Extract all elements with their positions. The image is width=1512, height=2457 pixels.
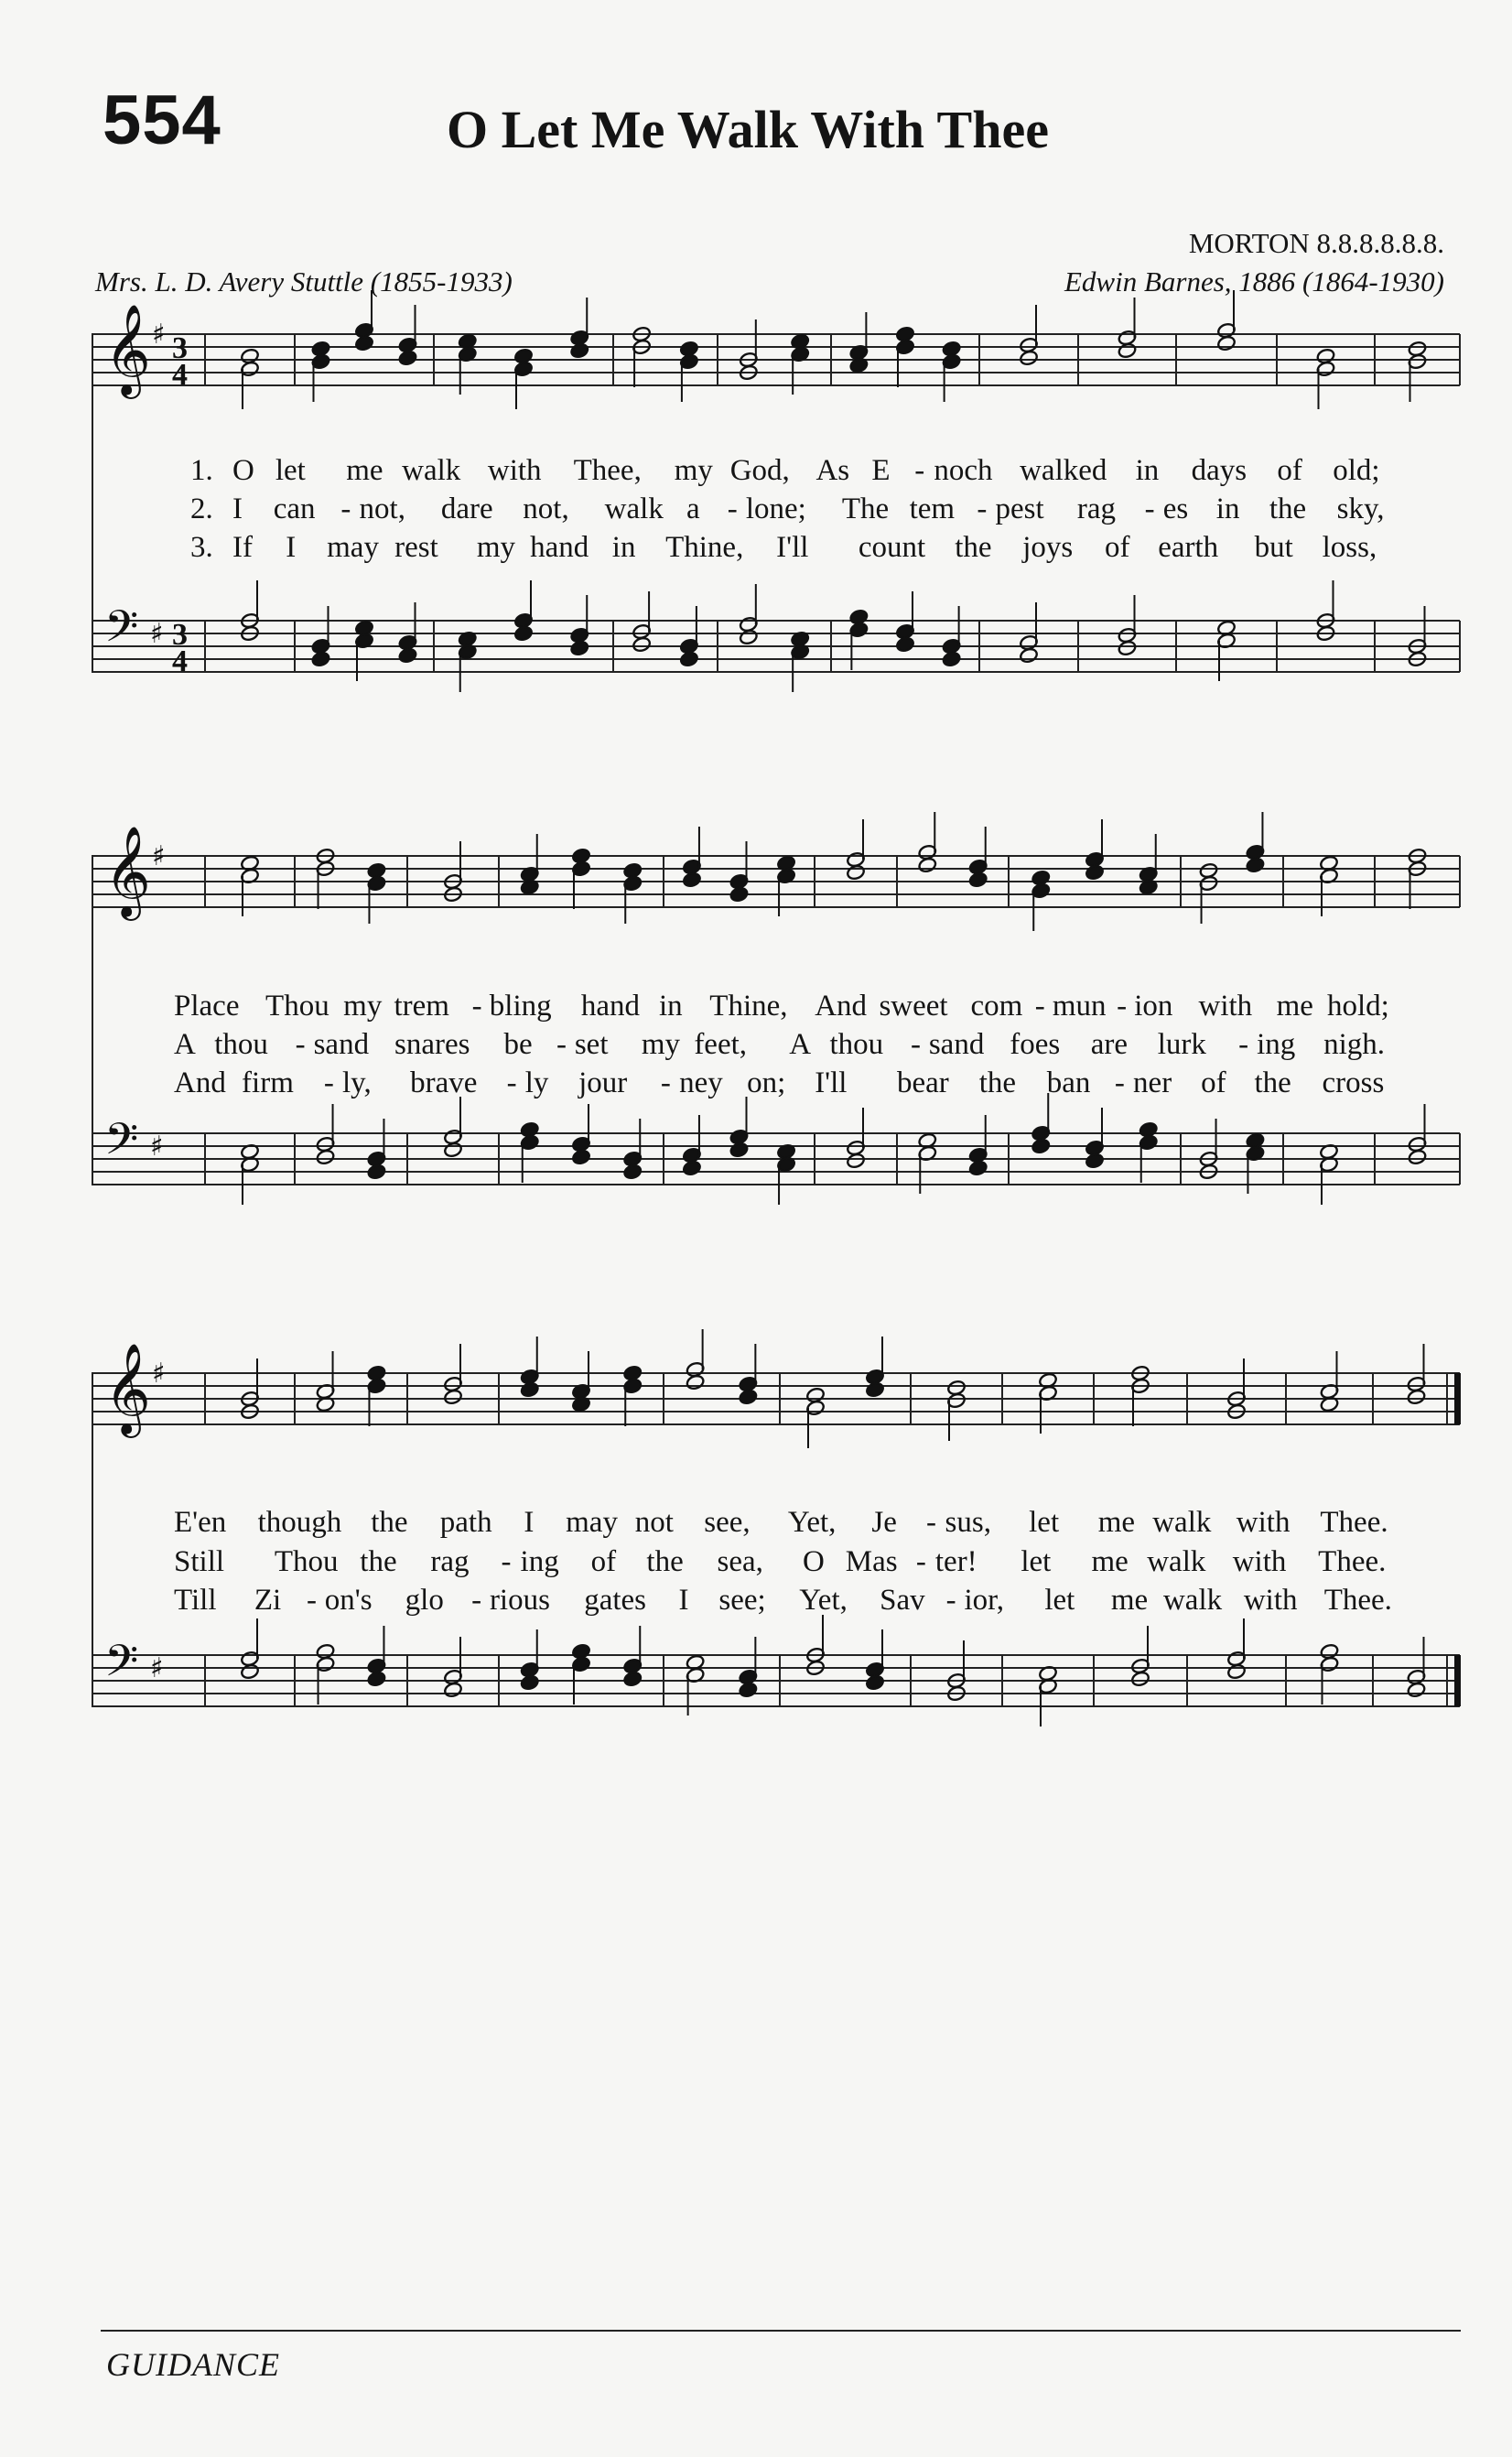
lyric-syllable: may bbox=[327, 531, 379, 564]
lyric-syllable: feet, bbox=[694, 1028, 748, 1061]
lyric-syllable: the bbox=[1254, 1066, 1291, 1099]
lyric-syllable: mun bbox=[1052, 990, 1107, 1023]
lyric-syllable: ing bbox=[520, 1545, 559, 1578]
bass-clef-icon: 𝄢 bbox=[104, 1635, 139, 1697]
notehead bbox=[1085, 1153, 1104, 1169]
lyric-syllable: of bbox=[590, 1545, 617, 1578]
notehead bbox=[1118, 640, 1137, 656]
lyric-syllable: sky, bbox=[1336, 492, 1385, 525]
lyric-syllable: but bbox=[1254, 531, 1293, 564]
lyric-syllable: me bbox=[1097, 1506, 1136, 1539]
lyric-syllable: on; bbox=[747, 1066, 786, 1099]
composer-credit: Edwin Barnes, 1886 (1864-1930) bbox=[1064, 265, 1444, 298]
lyric-syllable: joys bbox=[1022, 531, 1074, 564]
lyric-syllable: ter! bbox=[934, 1545, 977, 1578]
lyric-syllable: ing bbox=[1257, 1028, 1296, 1061]
lyric-syllable: can bbox=[273, 492, 316, 525]
syllable-hyphen: - bbox=[501, 1545, 512, 1578]
syllable-hyphen: - bbox=[340, 492, 351, 525]
lyric-syllable: my bbox=[476, 531, 515, 564]
bass-staff-3 bbox=[92, 1618, 1469, 1747]
lyric-syllable: Yet, bbox=[787, 1506, 837, 1539]
notehead bbox=[632, 636, 651, 653]
notehead bbox=[398, 350, 417, 366]
treble-staff-1 bbox=[92, 298, 1469, 426]
lyric-syllable: walk bbox=[1152, 1506, 1212, 1539]
final-barline bbox=[1454, 1373, 1461, 1424]
lyric-syllable: jour bbox=[578, 1066, 628, 1099]
lyric-line-system2-verse3 bbox=[92, 1066, 1464, 1103]
notehead bbox=[682, 1160, 701, 1176]
syllable-hyphen: - bbox=[915, 1545, 926, 1578]
notehead bbox=[571, 1149, 590, 1165]
syllable-hyphen: - bbox=[925, 1506, 936, 1539]
lyric-syllable: A bbox=[174, 1028, 196, 1061]
lyric-syllable: Thine, bbox=[709, 990, 788, 1023]
lyric-syllable: let bbox=[275, 454, 306, 487]
lyric-syllable: Thee, bbox=[573, 454, 642, 487]
notehead bbox=[520, 1381, 539, 1398]
lyric-syllable: in bbox=[1215, 492, 1240, 525]
notehead bbox=[513, 625, 533, 642]
syllable-hyphen: - bbox=[295, 1028, 306, 1061]
lyric-syllable: glo bbox=[405, 1584, 444, 1617]
syllable-hyphen: - bbox=[1114, 1066, 1125, 1099]
lyric-syllable: ly, bbox=[342, 1066, 372, 1099]
lyric-syllable: Still bbox=[174, 1545, 225, 1578]
notehead bbox=[865, 1674, 884, 1691]
notehead bbox=[367, 1164, 386, 1180]
lyric-syllable: see; bbox=[718, 1584, 766, 1617]
lyric-syllable: my bbox=[343, 990, 383, 1023]
lyric-syllable: are bbox=[1090, 1028, 1129, 1061]
time-signature-bottom: 4 bbox=[172, 644, 188, 678]
lyric-syllable: bear bbox=[896, 1066, 949, 1099]
notehead bbox=[443, 1389, 462, 1405]
lyric-syllable: let bbox=[1044, 1584, 1075, 1617]
notehead bbox=[682, 871, 701, 888]
notehead bbox=[729, 886, 749, 903]
notehead bbox=[895, 636, 914, 653]
lyric-syllable: ney bbox=[679, 1066, 723, 1099]
lyric-syllable: And bbox=[174, 1066, 226, 1099]
lyric-syllable: pest bbox=[995, 492, 1044, 525]
lyric-syllable: with bbox=[1243, 1584, 1298, 1617]
bass-staff-1 bbox=[92, 584, 1469, 712]
syllable-hyphen: - bbox=[1034, 990, 1045, 1023]
lyric-syllable: me bbox=[1091, 1545, 1129, 1578]
lyric-line-system1-verse1 bbox=[92, 454, 1464, 491]
notehead bbox=[623, 1164, 643, 1180]
lyric-syllable: walk bbox=[1147, 1545, 1206, 1578]
lyric-syllable: thou bbox=[829, 1028, 884, 1061]
notehead bbox=[570, 342, 589, 359]
notehead bbox=[968, 1160, 988, 1176]
author-credit: Mrs. L. D. Avery Stuttle (1855-1933) bbox=[95, 265, 513, 298]
lyric-syllable: the bbox=[360, 1545, 397, 1578]
lyric-syllable: the bbox=[646, 1545, 684, 1578]
lyric-syllable: E bbox=[871, 454, 891, 487]
sharp-icon: ♯ bbox=[152, 319, 166, 351]
lyric-syllable: es bbox=[1162, 492, 1189, 525]
syllable-hyphen: - bbox=[660, 1066, 671, 1099]
lyric-syllable: sand bbox=[313, 1028, 370, 1061]
lyric-syllable: ban bbox=[1046, 1066, 1091, 1099]
lyric-syllable: I bbox=[232, 492, 243, 525]
lyric-syllable: Zi bbox=[254, 1584, 282, 1617]
verse-number: 3. bbox=[190, 531, 213, 564]
notehead bbox=[1019, 350, 1038, 366]
notehead bbox=[1085, 864, 1104, 881]
notehead bbox=[968, 871, 988, 888]
lyric-syllable: with bbox=[487, 454, 542, 487]
notehead bbox=[1246, 857, 1265, 873]
lyric-syllable: O bbox=[803, 1545, 825, 1578]
lyric-syllable: As bbox=[815, 454, 850, 487]
notehead bbox=[1031, 1138, 1051, 1154]
verse-number: 1. bbox=[190, 454, 213, 487]
footer-rule bbox=[101, 2330, 1461, 2332]
lyric-syllable: tem bbox=[909, 492, 956, 525]
time-signature-bottom: 4 bbox=[172, 358, 188, 392]
lyric-syllable: ner bbox=[1133, 1066, 1172, 1099]
lyric-syllable: sea, bbox=[717, 1545, 763, 1578]
lyric-syllable: I'll bbox=[815, 1066, 848, 1099]
notehead bbox=[846, 864, 865, 881]
lyric-line-system2-verse1 bbox=[92, 990, 1464, 1026]
lyric-syllable: in bbox=[658, 990, 683, 1023]
syllable-hyphen: - bbox=[506, 1066, 517, 1099]
notehead bbox=[570, 640, 589, 656]
lyric-syllable: bling bbox=[489, 990, 552, 1023]
notehead bbox=[1408, 1149, 1427, 1165]
lyric-syllable: I bbox=[286, 531, 297, 564]
syllable-hyphen: - bbox=[471, 990, 482, 1023]
syllable-hyphen: - bbox=[1144, 492, 1155, 525]
lyric-line-system1-verse2 bbox=[92, 492, 1464, 529]
sharp-icon: ♯ bbox=[150, 1652, 164, 1684]
notehead bbox=[739, 1389, 758, 1405]
bass-staff-2 bbox=[92, 1097, 1469, 1225]
lyric-syllable: walked bbox=[1020, 454, 1107, 487]
lyric-syllable: rag bbox=[430, 1545, 470, 1578]
lyric-syllable: my bbox=[641, 1028, 680, 1061]
sharp-icon: ♯ bbox=[152, 840, 166, 872]
syllable-hyphen: - bbox=[323, 1066, 334, 1099]
lyric-line-system2-verse2 bbox=[92, 1028, 1464, 1065]
lyric-syllable: brave bbox=[410, 1066, 478, 1099]
lyric-syllable: of bbox=[1201, 1066, 1226, 1099]
lyric-syllable: A bbox=[789, 1028, 812, 1061]
notehead bbox=[443, 1142, 462, 1158]
time-signature-top: 3 bbox=[172, 331, 188, 365]
syllable-hyphen: - bbox=[556, 1028, 567, 1061]
lyric-syllable: not bbox=[634, 1506, 674, 1539]
syllable-hyphen: - bbox=[910, 1028, 921, 1061]
treble-staff-2 bbox=[92, 819, 1469, 947]
lyric-syllable: count bbox=[858, 531, 926, 564]
lyric-syllable: snares bbox=[394, 1028, 470, 1061]
notehead bbox=[443, 1682, 462, 1698]
lyric-syllable: be bbox=[503, 1028, 533, 1061]
syllable-hyphen: - bbox=[1117, 990, 1128, 1023]
notehead bbox=[1118, 342, 1137, 359]
lyric-syllable: Thou bbox=[274, 1545, 339, 1578]
lyric-syllable: trem bbox=[394, 990, 449, 1023]
lyric-syllable: sand bbox=[928, 1028, 985, 1061]
verse-number: 2. bbox=[190, 492, 213, 525]
lyric-syllable: com bbox=[970, 990, 1023, 1023]
syllable-hyphen: - bbox=[1238, 1028, 1249, 1061]
notehead bbox=[679, 651, 698, 667]
lyric-syllable: may bbox=[566, 1506, 618, 1539]
treble-staff-3 bbox=[92, 1337, 1469, 1465]
lyric-line-system3-verse3 bbox=[92, 1584, 1464, 1620]
lyric-syllable: earth bbox=[1158, 531, 1219, 564]
notehead bbox=[240, 1663, 259, 1680]
treble-clef-icon: 𝄞 bbox=[104, 1343, 151, 1434]
lyric-line-system3-verse1 bbox=[92, 1506, 1464, 1542]
lyric-syllable: The bbox=[841, 492, 890, 525]
lyric-syllable: me bbox=[346, 454, 383, 487]
syllable-hyphen: - bbox=[977, 492, 988, 525]
sharp-icon: ♯ bbox=[150, 618, 164, 650]
lyric-syllable: gates bbox=[584, 1584, 647, 1617]
lyric-syllable: path bbox=[439, 1506, 492, 1539]
lyric-syllable: sus, bbox=[945, 1506, 991, 1539]
lyric-syllable: lone; bbox=[745, 492, 806, 525]
lyric-syllable: walk bbox=[1162, 1584, 1223, 1617]
lyric-syllable: let bbox=[1029, 1506, 1060, 1539]
notehead bbox=[1130, 1671, 1150, 1687]
syllable-hyphen: - bbox=[945, 1584, 956, 1617]
lyric-syllable: Thee. bbox=[1323, 1584, 1392, 1617]
lyric-syllable: ion bbox=[1134, 990, 1173, 1023]
lyric-syllable: Yet, bbox=[799, 1584, 848, 1617]
final-barline bbox=[1454, 1655, 1461, 1706]
notehead bbox=[316, 1149, 335, 1165]
lyric-syllable: hold; bbox=[1326, 990, 1389, 1023]
lyric-syllable: the bbox=[978, 1066, 1017, 1099]
lyric-syllable: Je bbox=[871, 1506, 897, 1539]
lyric-syllable: loss, bbox=[1322, 531, 1377, 564]
lyric-line-system1-verse3 bbox=[92, 531, 1464, 568]
lyric-syllable: the bbox=[1269, 492, 1307, 525]
notehead bbox=[520, 1674, 539, 1691]
lyric-syllable: set bbox=[574, 1028, 609, 1061]
notehead bbox=[739, 629, 758, 645]
lyric-syllable: a bbox=[686, 492, 700, 525]
lyric-syllable: O bbox=[232, 454, 254, 487]
syllable-hyphen: - bbox=[307, 1584, 317, 1617]
time-signature-top: 3 bbox=[172, 618, 188, 652]
notehead bbox=[686, 1374, 705, 1391]
lyric-syllable: not, bbox=[523, 492, 569, 525]
lyric-syllable: old; bbox=[1333, 454, 1380, 487]
lyric-syllable: I bbox=[678, 1584, 689, 1617]
lyric-syllable: Place bbox=[174, 990, 240, 1023]
lyric-syllable: of bbox=[1277, 454, 1302, 487]
tune-name: MORTON 8.8.8.8.8.8. bbox=[1188, 227, 1444, 259]
lyric-syllable: dare bbox=[440, 492, 493, 525]
lyric-syllable: hand bbox=[530, 531, 589, 564]
notehead bbox=[311, 651, 330, 667]
sharp-icon: ♯ bbox=[150, 1131, 164, 1163]
lyric-syllable: thou bbox=[214, 1028, 268, 1061]
notehead bbox=[846, 1153, 865, 1169]
lyric-line-system3-verse2 bbox=[92, 1545, 1464, 1582]
notehead bbox=[1407, 1682, 1426, 1698]
notehead bbox=[739, 1682, 758, 1698]
lyric-syllable: in bbox=[1135, 454, 1160, 487]
notehead bbox=[623, 1671, 643, 1687]
notehead bbox=[367, 1671, 386, 1687]
lyric-syllable: see, bbox=[704, 1506, 751, 1539]
lyric-syllable: I'll bbox=[776, 531, 809, 564]
lyric-syllable: I bbox=[524, 1506, 535, 1539]
lyric-syllable: the bbox=[955, 531, 992, 564]
lyric-syllable: with bbox=[1236, 1506, 1291, 1539]
lyric-syllable: ly bbox=[524, 1066, 549, 1099]
notehead bbox=[729, 1142, 749, 1158]
lyric-syllable: rag bbox=[1076, 492, 1116, 525]
lyric-syllable: me bbox=[1276, 990, 1313, 1023]
lyric-syllable: with bbox=[1198, 990, 1253, 1023]
lyric-syllable: rest bbox=[394, 531, 438, 564]
treble-clef-icon: 𝄞 bbox=[104, 304, 151, 395]
lyric-syllable: Thee. bbox=[1318, 1545, 1387, 1578]
lyric-syllable: the bbox=[371, 1506, 408, 1539]
lyric-syllable: my bbox=[674, 454, 713, 487]
lyric-syllable: If bbox=[232, 531, 253, 564]
notehead bbox=[1216, 335, 1236, 352]
notehead bbox=[1019, 647, 1038, 664]
lyric-syllable: Thine, bbox=[665, 531, 744, 564]
lyric-syllable: E'en bbox=[174, 1506, 227, 1539]
lyric-syllable: lurk bbox=[1157, 1028, 1206, 1061]
lyric-syllable: Mas bbox=[845, 1545, 898, 1578]
lyric-syllable: let bbox=[1021, 1545, 1052, 1578]
lyric-syllable: days bbox=[1191, 454, 1247, 487]
lyric-syllable: rious bbox=[489, 1584, 550, 1617]
treble-clef-icon: 𝄞 bbox=[104, 826, 151, 917]
lyric-syllable: Thee. bbox=[1320, 1506, 1388, 1539]
lyric-syllable: walk bbox=[604, 492, 664, 525]
lyric-syllable: foes bbox=[1010, 1028, 1061, 1061]
lyric-syllable: ior, bbox=[964, 1584, 1005, 1617]
syllable-hyphen: - bbox=[471, 1584, 482, 1617]
notehead bbox=[1407, 1389, 1426, 1405]
lyric-syllable: Thou bbox=[265, 990, 329, 1023]
lyric-syllable: not, bbox=[359, 492, 405, 525]
lyric-syllable: firm bbox=[242, 1066, 294, 1099]
lyric-syllable: sweet bbox=[879, 990, 948, 1023]
lyric-syllable: with bbox=[1232, 1545, 1287, 1578]
lyric-syllable: hand bbox=[580, 990, 640, 1023]
lyric-syllable: in bbox=[611, 531, 636, 564]
lyric-syllable: Till bbox=[174, 1584, 217, 1617]
notehead bbox=[865, 1381, 884, 1398]
lyric-syllable: though bbox=[257, 1506, 342, 1539]
sharp-icon: ♯ bbox=[152, 1358, 166, 1390]
notehead bbox=[942, 651, 961, 667]
bass-clef-icon: 𝄢 bbox=[104, 1113, 139, 1175]
notehead bbox=[918, 857, 937, 873]
lyric-syllable: And bbox=[815, 990, 868, 1023]
syllable-hyphen: - bbox=[914, 454, 925, 487]
hymn-title: O Let Me Walk With Thee bbox=[447, 100, 1049, 159]
notehead bbox=[398, 647, 417, 664]
bass-clef-icon: 𝄢 bbox=[104, 601, 139, 663]
notehead bbox=[1226, 1663, 1246, 1680]
lyric-syllable: walk bbox=[402, 454, 461, 487]
lyric-syllable: of bbox=[1104, 531, 1130, 564]
lyric-syllable: me bbox=[1110, 1584, 1149, 1617]
lyric-syllable: on's bbox=[324, 1584, 373, 1617]
syllable-hyphen: - bbox=[727, 492, 738, 525]
hymn-number: 554 bbox=[103, 81, 221, 159]
lyric-syllable: noch bbox=[934, 454, 993, 487]
lyric-syllable: cross bbox=[1322, 1066, 1385, 1099]
notehead bbox=[354, 335, 373, 352]
hymn-category: GUIDANCE bbox=[106, 2346, 280, 2383]
lyric-syllable: God, bbox=[729, 454, 790, 487]
lyric-syllable: Sav bbox=[880, 1584, 925, 1617]
lyric-syllable: nigh. bbox=[1323, 1028, 1385, 1061]
